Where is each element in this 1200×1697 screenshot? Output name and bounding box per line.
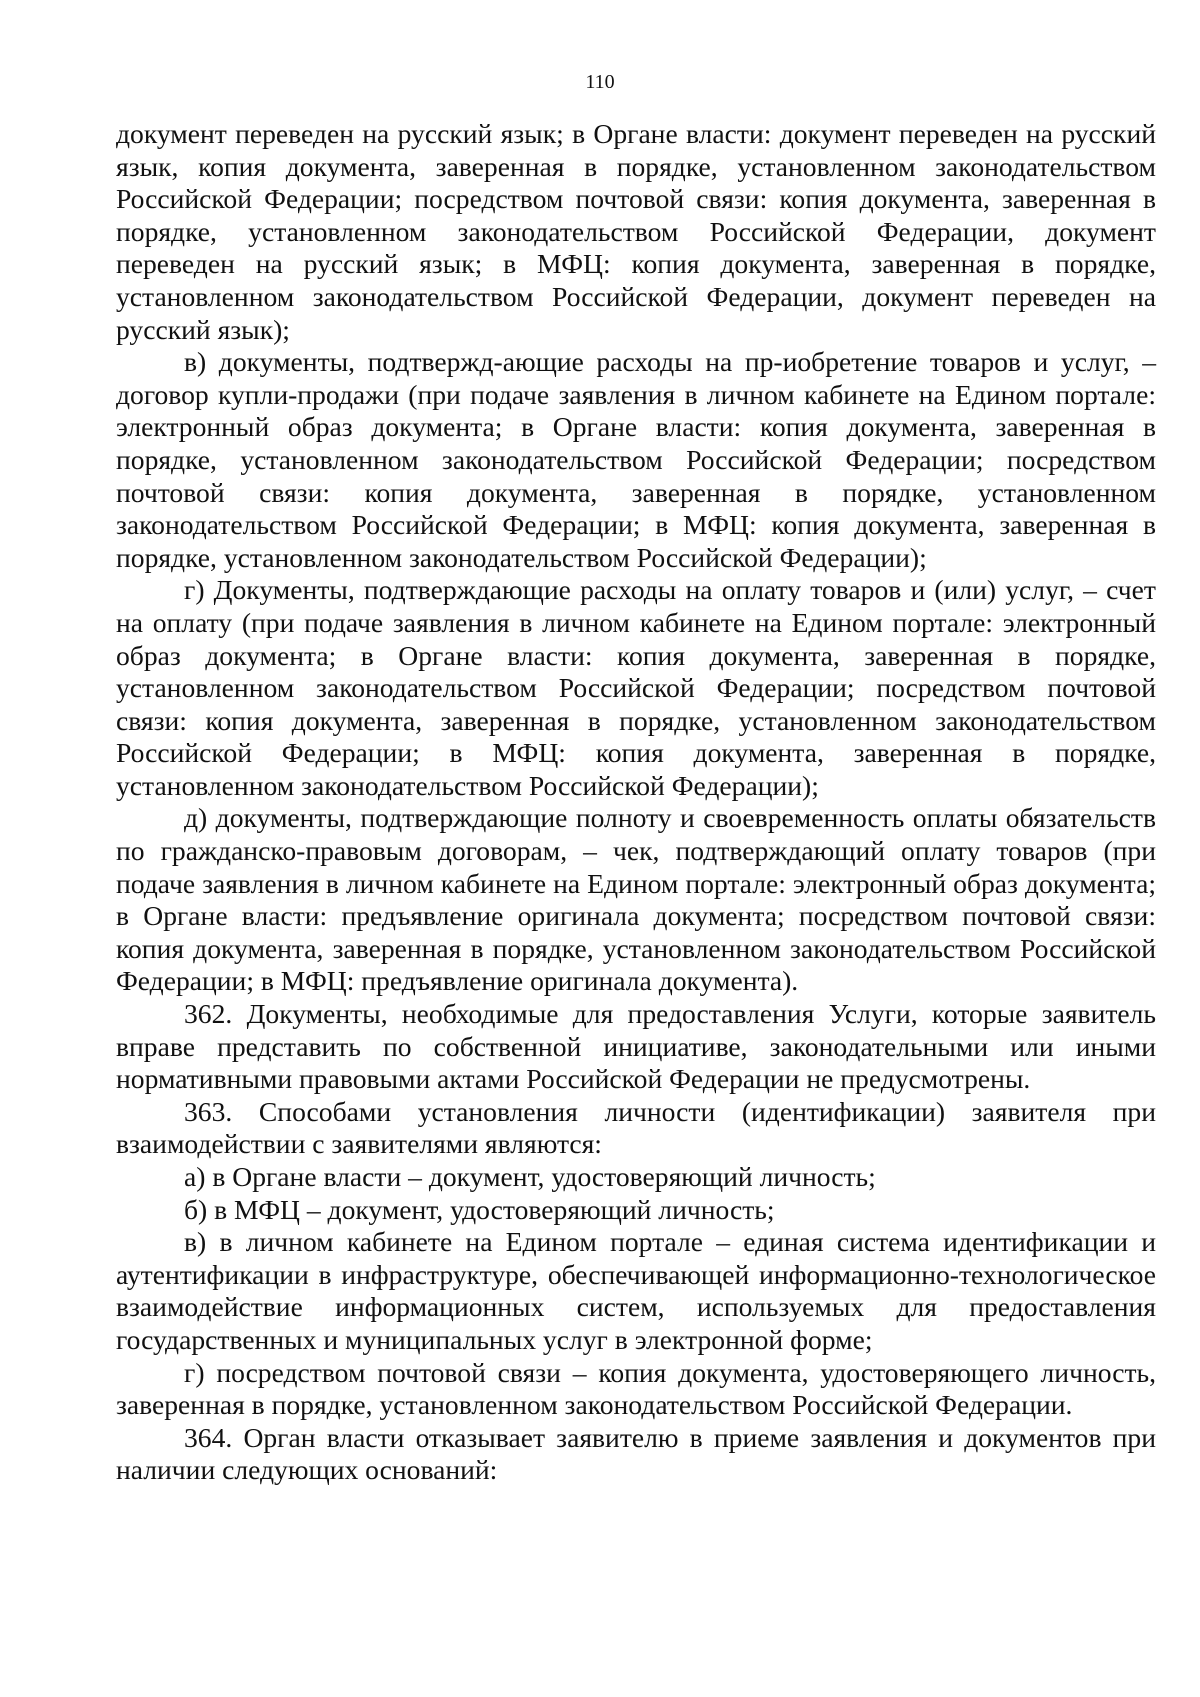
document-body bbox=[116, 118, 1156, 1487]
paragraph-clause-363-a: а) в Органе власти – документ, удостоверяющий личность; bbox=[184, 1161, 876, 1192]
paragraph-clause-363-v: в) в личном кабинете на Едином портале – единая система идентификации и аутентификации в инфраструктуре, обеспечивающей информационно-технологическое взаимодействие информационных систем, используемых для предоставления государственных и муниципальных услуг в электронной форме; bbox=[116, 1226, 1156, 1355]
paragraph-clause-364: 364. Орган власти отказывает заявителю в приеме заявления и документов при наличии следующих оснований: bbox=[116, 1421, 1156, 1486]
paragraph-continuation: документ переведен на русский язык; в Органе власти: документ переведен на русский язык, копия документа, заверенная в порядке, установленном законодательством Российской Федерации; посредством почтовой связи: копия документа, заверенная в порядке, установленном законодательством Российской Федерации, документ переведен на русский язык; в МФЦ: копия документа, заверенная в порядке, установленном законодательством Российской Федерации, документ переведен на русский язык); bbox=[116, 118, 1156, 345]
paragraph-clause-362: 362. Документы, необходимые для предоставления Услуги, которые заявитель вправе представить по собственной инициативе, законодательными или иными нормативными правовыми актами Российской Федерации не предусмотрены. bbox=[116, 998, 1156, 1095]
paragraph-item-d: д) документы, подтверждающие полноту и своевременность оплаты обязательств по гражданско-правовым договорам, – чек, подтверждающий оплату товаров (при подаче заявления в личном кабинете на Едином портале: электронный образ документа; в Органе власти: предъявление оригинала документа; посредством почтовой связи: копия документа, заверенная в порядке, установленном законодательством Российской Федерации; в МФЦ: предъявление оригинала документа). bbox=[116, 802, 1156, 997]
paragraph-clause-363-g: г) посредством почтовой связи – копия документа, удостоверяющего личность, заверенная в порядке, установленном законодательством Российской Федерации. bbox=[116, 1356, 1156, 1421]
paragraph-clause-363-b: б) в МФЦ – документ, удостоверяющий личность; bbox=[184, 1193, 775, 1225]
paragraph-item-g: г) Документы, подтверждающие расходы на оплату товаров и (или) услуг, – счет на оплату (при подаче заявления в личном кабинете на Едином портале: электронный образ документа; в Органе власти: копия документа, заверенная в порядке, установленном законодательством Российской Федерации; посредством почтовой связи: копия документа, заверенная в порядке, установленном законодательством Российской Федерации; в МФЦ: копия документа, заверенная в порядке, установленном законодательством Российской Федерации); bbox=[116, 574, 1156, 801]
paragraph-clause-363: 363. Способами установления личности (идентификации) заявителя при взаимодействии с заявителями являются: bbox=[116, 1095, 1156, 1160]
page-number: 110 bbox=[585, 71, 615, 93]
paragraph-item-v: в) документы, подтвержд-ающие расходы на пр-иобретение товаров и услуг, – договор купли-продажи (при подаче заявления в личном кабинете на Едином портале: электронный образ документа; в Органе власти: копия документа, заверенная в порядке, установленном законодательством Российской Федерации; посредством почтовой связи: копия документа, заверенная в порядке, установленном законодательством Российской Федерации; в МФЦ: копия документа, заверенная в порядке, установленном законодательством Российской Федерации); bbox=[116, 346, 1156, 573]
